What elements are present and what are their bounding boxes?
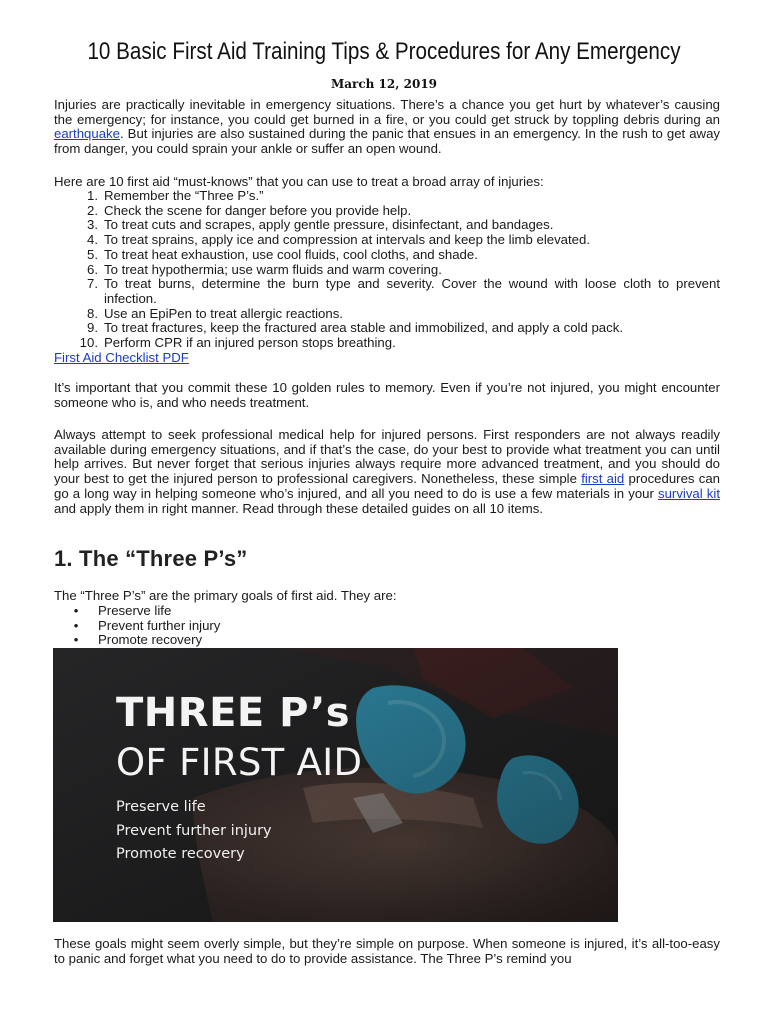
list-item-text: Preserve life bbox=[98, 603, 172, 618]
list-item-text: To treat burns, determine the burn type and severity. Cover the wound with loose cloth to prevent infection. bbox=[104, 276, 720, 306]
list-intro: Here are 10 first aid “must-knows” that you can use to treat a broad array of injuries: bbox=[54, 174, 544, 189]
list-item-text: Prevent further injury bbox=[98, 617, 221, 633]
list-item-number: 3. bbox=[87, 217, 98, 233]
memory-paragraph: It’s important that you commit these 10 golden rules to memory. Even if you’re not injured, you might encounter someone who is, and who needs treatment. bbox=[54, 380, 720, 410]
first-aid-link[interactable]: first aid bbox=[581, 471, 625, 487]
list-item-number: 5. bbox=[87, 246, 98, 262]
list-item-number: 1. bbox=[87, 188, 98, 203]
list-item-text: To treat cuts and scrapes, apply gentle pressure, disinfectant, and bandages. bbox=[104, 217, 554, 233]
image-title-line2: OF FIRST AID bbox=[116, 741, 363, 784]
help-text-part2: procedures can go a long way in helping someone who’s injured, and all you need to do is use a few materials in your bbox=[54, 471, 720, 501]
list-item-number: 7. bbox=[87, 276, 98, 292]
section-heading: 1. The “Three P’s” bbox=[54, 546, 248, 571]
three-ps-list bbox=[54, 604, 220, 648]
article-title: 10 Basic First Aid Training Tips & Procedures for Any Emergency bbox=[87, 38, 681, 65]
image-item: Prevent further injury bbox=[116, 822, 272, 839]
article-date: March 12, 2019 bbox=[330, 77, 438, 91]
image-items bbox=[116, 796, 272, 867]
help-paragraph bbox=[54, 428, 720, 516]
list-item-text: Remember the “Three P’s.” bbox=[104, 188, 264, 203]
list-item bbox=[54, 336, 720, 351]
bullet-icon: • bbox=[73, 632, 79, 648]
three-ps-image bbox=[53, 648, 618, 922]
list-item-text: Check the scene for danger before you provide help. bbox=[104, 202, 412, 218]
list-item bbox=[54, 321, 720, 336]
help-text-part1: Always attempt to seek professional medical help for injured persons. First responders are not always readily available during emergency situations, and if that’s the case, do your best to provide what treatment you can until help arrives. But never forget that serious injuries always require more advanced treatment, and you should do your best to get the injured person to professional caregivers. Nonetheless, these simple bbox=[54, 427, 720, 487]
list-item bbox=[54, 263, 720, 278]
list-item-number: 10. bbox=[79, 335, 98, 351]
list-item-number: 9. bbox=[87, 320, 98, 336]
list-item bbox=[54, 189, 720, 204]
list-item-number: 4. bbox=[87, 232, 98, 248]
list-item bbox=[54, 204, 720, 219]
list-item-text: Perform CPR if an injured person stops breathing. bbox=[104, 335, 396, 351]
list-item-text: Promote recovery bbox=[98, 632, 203, 648]
list-item bbox=[54, 233, 720, 248]
list-item-number: 6. bbox=[87, 261, 98, 277]
three-ps-intro: The “Three P’s” are the primary goals of first aid. They are: bbox=[54, 588, 397, 603]
list-item bbox=[54, 604, 220, 619]
list-item-number: 8. bbox=[87, 305, 98, 321]
image-item: Promote recovery bbox=[116, 846, 245, 862]
after-image-paragraph: These goals might seem overly simple, but they’re simple on purpose. When someone is injured, it’s all-too-easy to panic and forget what you need to do to provide assistance. The Three P’s remind you bbox=[54, 936, 720, 966]
intro-text-after: . But injuries are also sustained during the panic that ensues in an emergency. In the rush to get away from danger, you could sprain your ankle or suffer an open wound. bbox=[54, 126, 720, 157]
list-item-text: To treat sprains, apply ice and compression at intervals and keep the limb elevated. bbox=[104, 232, 591, 248]
image-item: Preserve life bbox=[116, 799, 206, 815]
list-item bbox=[54, 248, 720, 263]
list-item-text: Use an EpiPen to treat allergic reactions. bbox=[104, 305, 343, 321]
earthquake-link[interactable]: earthquake bbox=[54, 126, 120, 142]
intro-text-before: Injuries are practically inevitable in emergency situations. There’s a chance you get hurt by whatever’s causing the emergency; for instance, you could get burned in a fire, or you could get struck by toppling debris during an bbox=[54, 97, 720, 127]
help-text-part3: and apply them in right manner. Read through these detailed guides on all 10 items. bbox=[54, 500, 543, 516]
bullet-icon: • bbox=[73, 603, 79, 618]
list-item-text: To treat fractures, keep the fractured area stable and immobilized, and apply a cold pack. bbox=[104, 320, 623, 336]
list-item-text: To treat hypothermia; use warm fluids and warm covering. bbox=[104, 261, 442, 277]
list-item bbox=[54, 633, 220, 648]
list-item-text: To treat heat exhaustion, use cool fluids, cool cloths, and shade. bbox=[104, 246, 478, 262]
image-title-line1: THREE P’s bbox=[116, 690, 351, 736]
intro-paragraph bbox=[54, 98, 720, 157]
survival-kit-link[interactable]: survival kit bbox=[658, 485, 720, 501]
first-aid-steps-list bbox=[54, 189, 720, 351]
list-item bbox=[54, 218, 720, 233]
list-item-number: 2. bbox=[87, 202, 98, 218]
list-item bbox=[54, 619, 220, 634]
checklist-pdf-link[interactable]: First Aid Checklist PDF bbox=[54, 350, 189, 365]
list-item bbox=[54, 277, 720, 306]
list-item bbox=[54, 307, 720, 322]
bullet-icon: • bbox=[73, 617, 79, 633]
